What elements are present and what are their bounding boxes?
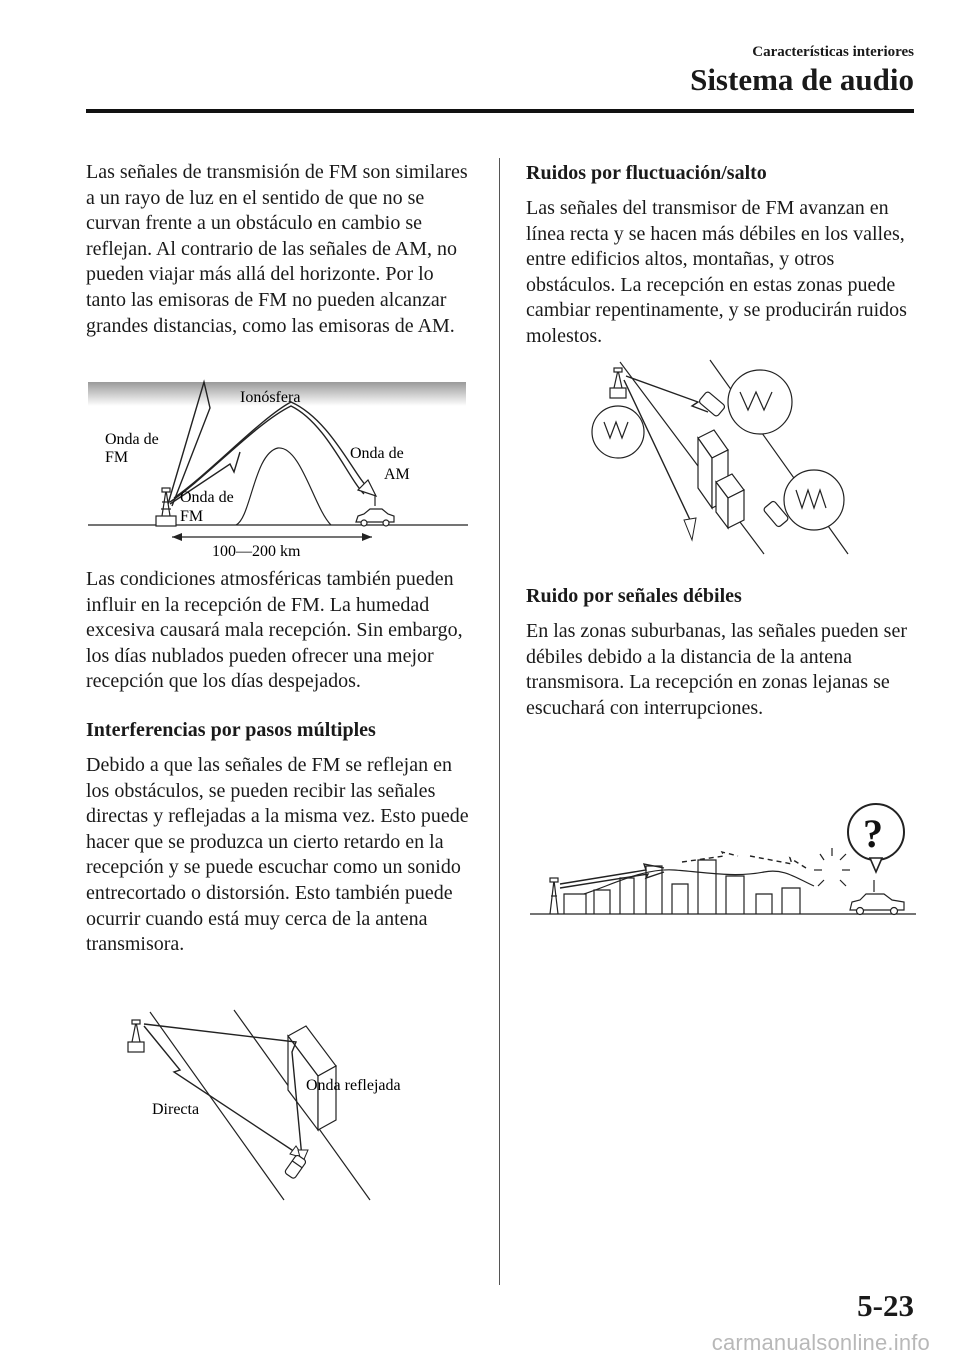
right-column <box>526 160 926 350</box>
paragraph-multipath: Debido a que las señales de FM se reflejan en los obstáculos, se pueden recibir las señales directas y reflejadas a la misma vez. Esto puede hacer que se produzca un cierto retardo en la recepción y se puede escuchar como un sonido entrecortado o distorsión. Esto también puede ocurrir cuando está muy cerca de la antena transmisora. <box>86 753 469 956</box>
transmitter-tower-icon <box>156 488 176 526</box>
am-wave-arrow <box>170 406 364 502</box>
left-column-lower <box>86 567 478 958</box>
car-icon <box>356 496 394 526</box>
page-number: 5-23 <box>857 1288 914 1323</box>
terrain-line <box>584 870 814 894</box>
label-fm-wave-upper-line2: FM <box>105 449 129 466</box>
weak-signal-diagram <box>524 798 924 920</box>
section-subtitle: Características interiores <box>752 44 914 60</box>
paragraph-fm-signals: Las señales de transmisión de FM son similares a un rayo de luz en el sentido de que no se curvan frente a un obstáculo en cambio se reflejan. Al contrario de las señales de AM, no pueden viajar más allá del horizonte. Por lo tanto las emisoras de FM no pueden alcanzar grandes distancias, como las emisoras de AM. <box>86 161 468 337</box>
car-icon <box>698 391 725 417</box>
label-am-wave-line2: AM <box>384 466 410 483</box>
right-column-lower <box>526 583 926 721</box>
building-icon <box>698 430 744 528</box>
paragraph-fluctuation: Las señales del transmisor de FM avanzan en línea recta y se hacen más débiles en los valles, entre edificios altos, montañas, y otros obstáculos. La recepción en estas zonas puede cambiar repentinamente, y se producirán ruidos molestos. <box>526 197 907 347</box>
left-column <box>86 160 478 339</box>
column-divider <box>499 158 500 1285</box>
label-fm-wave-lower-line2: FM <box>180 508 204 525</box>
fluctuation-diagram <box>580 358 870 558</box>
transmitter-tower-icon <box>550 878 558 914</box>
signal-loss-burst <box>814 848 850 886</box>
multipath-diagram <box>110 1008 440 1208</box>
mountain <box>236 448 331 525</box>
question-mark-symbol: ? <box>863 811 883 856</box>
header-rule <box>86 109 914 113</box>
question-bubble-icon <box>848 804 904 872</box>
transmitter-tower-icon <box>128 1020 144 1052</box>
reflected-wave-arrow <box>144 1024 302 1158</box>
paragraph-weak-signals: En las zonas suburbanas, las señales pueden ser débiles debido a la distancia de la antena transmisora. La recepción en zonas lejanas se escuchará con interrupciones. <box>526 620 907 719</box>
car-icon <box>850 880 904 915</box>
noise-bubble-icon <box>728 370 792 434</box>
paragraph-atmospheric: Las condiciones atmosféricas también pueden influir en la recepción de FM. La humedad excesiva causará mala recepción. Sin embargo, los días nublados pueden ofrecer una mejor recepción que los días despejados. <box>86 568 463 693</box>
watermark: carmanualsonline.info <box>711 1330 930 1355</box>
signal-arrow-weak <box>750 856 806 868</box>
label-am-wave-line1: Onda de <box>350 445 404 462</box>
noise-bubble-icon <box>784 470 844 530</box>
wave-arrow-down <box>624 380 692 534</box>
heading-multipath: Interferencias por pasos múltiples <box>86 718 376 741</box>
transmitter-tower-icon <box>610 368 626 398</box>
label-fm-wave-lower-line1: Onda de <box>180 489 234 506</box>
direct-wave-arrow <box>144 1026 298 1154</box>
heading-weak-signals: Ruido por señales débiles <box>526 585 742 607</box>
city-skyline <box>564 860 800 914</box>
label-direct-wave: Directa <box>152 1101 200 1118</box>
label-fm-wave-upper-line1: Onda de <box>105 431 159 448</box>
label-ionosphere: Ionósfera <box>240 389 301 406</box>
wave-arrow-upper <box>626 376 708 412</box>
label-distance: 100—200 km <box>212 543 301 560</box>
label-reflected-wave: Onda reflejada <box>306 1077 401 1094</box>
noise-bubble-icon <box>592 406 644 458</box>
ionosphere-diagram <box>86 368 476 560</box>
page-title: Sistema de audio <box>690 62 914 97</box>
heading-fluctuation: Ruidos por fluctuación/salto <box>526 162 767 184</box>
